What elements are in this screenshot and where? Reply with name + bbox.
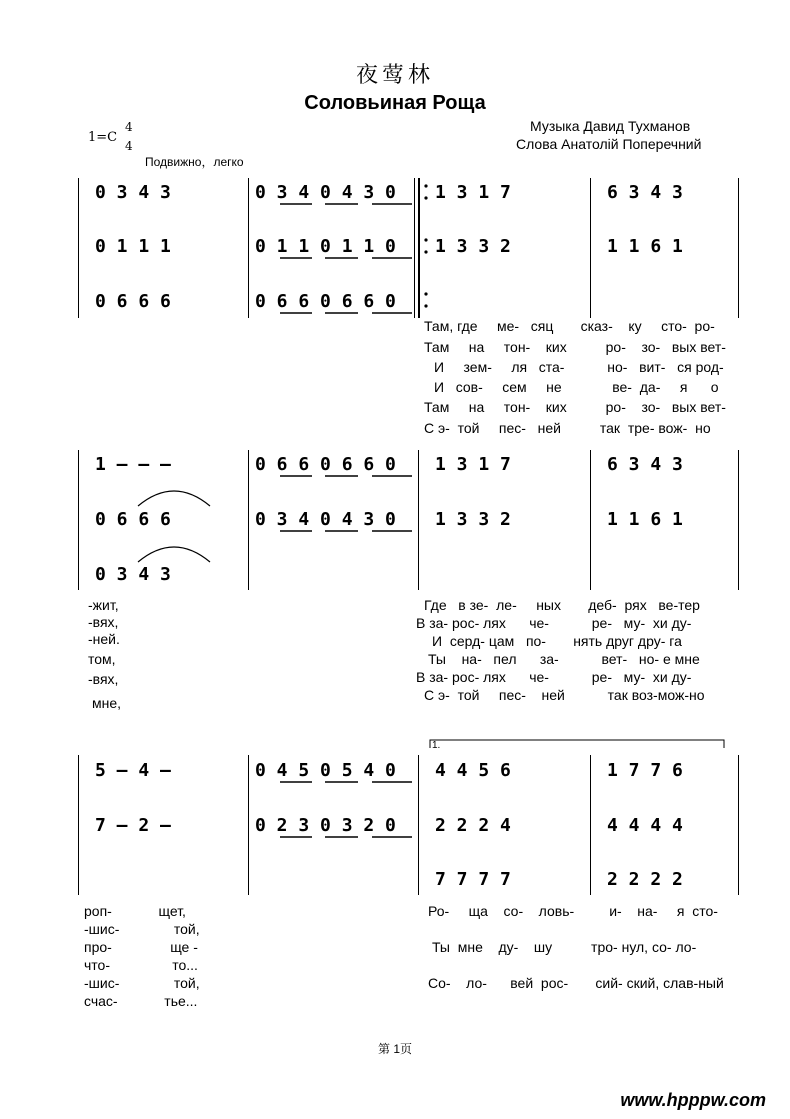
- volta-bracket: [430, 740, 724, 748]
- lyric-b2-line-4: Ты на- пел за- вет- но- е мне: [428, 651, 700, 667]
- title-chinese: 夜莺林: [355, 63, 434, 88]
- notes-s2-r1-m4: 6 3 4 3: [607, 454, 683, 475]
- notes-s2-r2-m2: 0 3 4 0 4 3 0: [255, 509, 396, 530]
- notes-s2-r3-m1: 0 3 4 3: [95, 564, 171, 585]
- lyric-b3-left-5: -шис- той,: [84, 975, 200, 991]
- page-number: 第 1页: [377, 1042, 412, 1056]
- lyric-b2-line-2: В за- рос- лях че- ре- му- хи ду-: [416, 615, 692, 631]
- words-credit: Слова Анатолій Поперечний: [516, 136, 702, 152]
- lyric-b3-right-3: Со- ло- вей рос- сий- ский, слав-ный: [428, 975, 724, 991]
- repeat-dot: [424, 292, 427, 295]
- notes-s1-r3-m1: 0 6 6 6: [95, 291, 171, 312]
- notes-s3-r2-m4: 4 4 4 4: [607, 815, 683, 836]
- volta-label: 1.: [432, 740, 441, 751]
- lyric-b2-line-3: И серд- цам по- нять друг дру- га: [432, 633, 682, 649]
- repeat-dot: [424, 250, 427, 253]
- notes-s3-r1-m2: 0 4 5 0 5 4 0: [255, 760, 396, 781]
- repeat-dot: [424, 184, 427, 187]
- notes-s2-r2-m1: 0 6 6 6: [95, 509, 171, 530]
- notes-s3-r2-m3: 2 2 2 4: [435, 815, 511, 836]
- lyric-tail-4: том,: [88, 651, 116, 667]
- lyric-line-6: С э- той пес- ней так тре- вож- но: [424, 420, 711, 436]
- notes-s1-r3-m2: 0 6 6 0 6 6 0: [255, 291, 396, 312]
- lyric-line-1: Там, где ме- сяц сказ- ку сто- ро-: [424, 318, 715, 334]
- title-russian: Соловьиная Роща: [304, 92, 486, 114]
- lyric-line-4: И сов- сем не ве- да- я о: [434, 379, 719, 395]
- lyric-b3-left-6: счас- тье...: [84, 993, 198, 1009]
- notes-s1-r1-m2: 0 3 4 0 4 3 0: [255, 182, 396, 203]
- notes-s1-r2-m2: 0 1 1 0 1 1 0: [255, 236, 396, 257]
- lyric-tail-6: мне,: [92, 695, 122, 711]
- notes-s1-r1-m1: 0 3 4 3: [95, 182, 171, 203]
- lyric-b3-right-1: Ро- ща со- ловь- и- на- я сто-: [428, 903, 718, 919]
- lyric-b3-left-4: что- то...: [84, 957, 198, 973]
- lyric-b2-line-5: В за- рос- лях че- ре- му- хи ду-: [416, 669, 692, 685]
- lyric-tail-3: -ней.: [88, 631, 120, 647]
- lyric-tail-1: -жит,: [88, 597, 119, 613]
- notes-s3-r2-m1: 7 – 2 –: [95, 815, 171, 836]
- lyric-b3-right-2: Ты мне ду- шу тро- нул, со- ло-: [432, 939, 697, 955]
- lyric-line-5: Там на тон- ких ро- зо- вых вет-: [424, 399, 726, 415]
- notes-s2-r1-m1: 1 – – –: [95, 454, 171, 475]
- lyric-b3-left-3: про- ще -: [84, 939, 198, 955]
- music-credit: Музыка Давид Тухманов: [530, 118, 691, 134]
- notes-s3-r3-m3: 7 7 7 7: [435, 869, 511, 890]
- notes-s3-r1-m4: 1 7 7 6: [607, 760, 683, 781]
- site-watermark: www.hpppw.com: [620, 1090, 766, 1110]
- repeat-dot: [424, 196, 427, 199]
- notes-s2-r1-m3: 1 3 1 7: [435, 454, 511, 475]
- notes-s3-r1-m1: 5 – 4 –: [95, 760, 171, 781]
- notes-s1-r2-m4: 1 1 6 1: [607, 236, 683, 257]
- lyric-line-3: И зем- ля ста- но- вит- ся род-: [434, 359, 724, 375]
- time-signature-bottom: 4: [125, 139, 133, 153]
- tempo-marking: Подвижно，легко: [145, 155, 244, 169]
- lyric-line-2: Там на тон- ких ро- зо- вых вет-: [424, 339, 726, 355]
- slur: [138, 547, 210, 562]
- repeat-dot: [424, 304, 427, 307]
- lyric-b3-left-2: -шис- той,: [84, 921, 200, 937]
- notes-s3-r2-m2: 0 2 3 0 3 2 0: [255, 815, 396, 836]
- lyric-b2-line-6: С э- той пес- ней так воз-мож-но: [424, 687, 705, 703]
- slur: [138, 491, 210, 506]
- key-signature: 1=C: [88, 130, 118, 145]
- lyric-tail-2: -вях,: [88, 614, 119, 630]
- notes-s3-r1-m3: 4 4 5 6: [435, 760, 511, 781]
- notes-s3-r3-m4: 2 2 2 2: [607, 869, 683, 890]
- repeat-dot: [424, 238, 427, 241]
- notes-s1-r2-m1: 0 1 1 1: [95, 236, 171, 257]
- notes-s2-r1-m2: 0 6 6 0 6 6 0: [255, 454, 396, 475]
- notes-s2-r2-m3: 1 3 3 2: [435, 509, 511, 530]
- notes-s2-r2-m4: 1 1 6 1: [607, 509, 683, 530]
- time-signature-top: 4: [125, 120, 133, 134]
- lyric-tail-5: -вях,: [88, 671, 119, 687]
- lyric-b2-line-1: Где в зе- ле- ных деб- рях ве-тер: [424, 597, 700, 613]
- beam-lines: [280, 204, 412, 837]
- notes-s1-r1-m3: 1 3 1 7: [435, 182, 511, 203]
- notes-s1-r1-m4: 6 3 4 3: [607, 182, 683, 203]
- lyric-b3-left-1: роп- щет,: [84, 903, 186, 919]
- notes-s1-r2-m3: 1 3 3 2: [435, 236, 511, 257]
